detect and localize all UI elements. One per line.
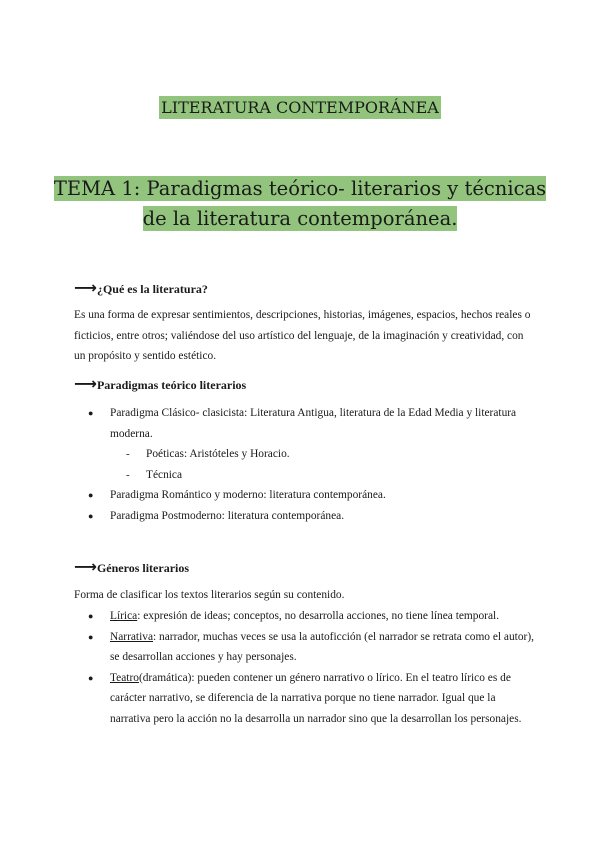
document-title-text: LITERATURA CONTEMPORÁNEA: [161, 98, 439, 117]
section-paragraph-que-es: Es una forma de expresar sentimientos, descripciones, historias, imágenes, espacios, hechos reales o ficticios, entre otros; valiéndose del uso artístico del lenguaje, de la imaginación y creatividad, con un propósito y sentido estético.: [74, 309, 531, 362]
genre-term: Teatro: [110, 671, 139, 684]
arrow-icon: ⟶: [74, 557, 97, 576]
section-heading-generos: [74, 557, 190, 576]
section-heading-paradigmas: [74, 374, 247, 393]
document-title: [0, 97, 600, 119]
list-item: [74, 627, 534, 668]
dash-icon: -: [126, 468, 130, 481]
section-heading-text: Paradigmas teórico literarios: [96, 378, 247, 392]
section-heading-que-es: [74, 278, 208, 297]
list-item-text: Paradigma Postmoderno: literatura contemporánea.: [110, 509, 345, 522]
section-heading-text: Géneros literarios: [96, 561, 190, 575]
topic-line-2: de la literatura contemporánea.: [142, 207, 458, 230]
generos-intro: Forma de clasificar los textos literarios según su contenido.: [74, 589, 345, 601]
list-item: [74, 403, 534, 444]
list-item: [74, 668, 534, 730]
topic-heading: [40, 174, 560, 234]
list-item: [74, 606, 534, 627]
bullet-icon: ●: [88, 611, 94, 621]
genre-description: : expresión de ideas; conceptos, no desarrolla acciones, no tiene línea temporal.: [137, 610, 500, 622]
list-item-text: Técnica: [146, 468, 183, 481]
list-item: [74, 465, 534, 486]
list-item-text: Paradigma Clásico- clasicista: Literatura Antigua, literatura de la Edad Media y literatura moderna.: [110, 407, 517, 440]
genre-description: : narrador, muchas veces se usa la autoficción (el narrador se retrata como el autor), se desarrollan acciones y hay personajes.: [110, 630, 534, 663]
list-item: [74, 485, 534, 506]
section-heading-text: ¿Qué es la literatura?: [96, 282, 208, 296]
bullet-icon: ●: [88, 672, 94, 683]
list-item-text: Poéticas: Aristóteles y Horacio.: [146, 448, 290, 460]
bullet-icon: ●: [88, 408, 94, 418]
genre-description: (dramática): pueden contener un género narrativo o lírico. En el teatro lírico es de carácter narrativo, se diferencia de la narrativa porque no tiene narrador. Igual que la narrativa pero la acción no la desarrolla un narrador sino que la desarrollan los personajes.: [110, 671, 522, 725]
topic-line-1: TEMA 1: Paradigmas teórico- literarios y técnicas: [53, 177, 547, 200]
bullet-icon: ●: [88, 490, 94, 500]
genre-term: Narrativa: [110, 630, 154, 643]
dash-icon: -: [126, 448, 130, 460]
bullet-icon: ●: [88, 631, 94, 642]
list-item: [74, 506, 534, 527]
arrow-icon: ⟶: [74, 278, 97, 297]
list-item: [74, 444, 534, 465]
list-item-text: Paradigma Romántico y moderno: literatura contemporánea.: [110, 489, 386, 501]
generos-list: [74, 606, 534, 729]
bullet-icon: ●: [88, 510, 94, 521]
arrow-icon: ⟶: [74, 374, 97, 393]
paradigmas-list: [74, 403, 534, 526]
genre-term: Lírica: [110, 610, 138, 622]
